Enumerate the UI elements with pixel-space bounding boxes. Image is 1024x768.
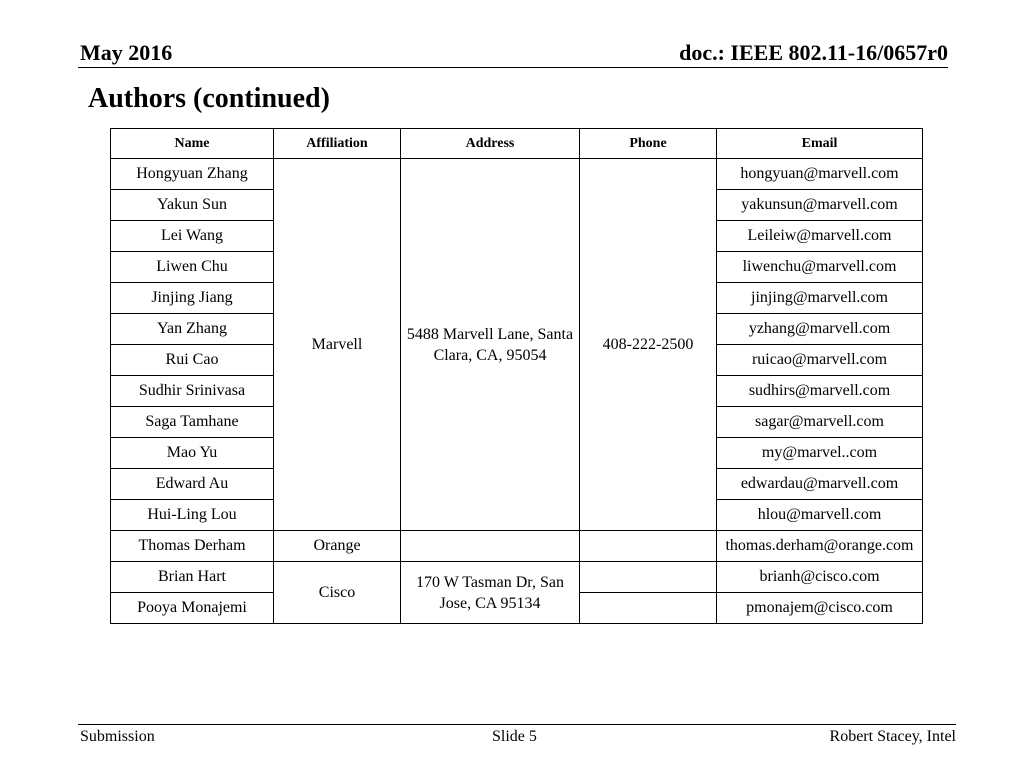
author-email: sagar@marvell.com: [717, 407, 923, 438]
author-name: Liwen Chu: [111, 252, 274, 283]
author-email: hlou@marvell.com: [717, 500, 923, 531]
authors-table: [110, 128, 923, 624]
column-header-name: Name: [111, 129, 274, 159]
column-header-email: Email: [717, 129, 923, 159]
author-email: hongyuan@marvell.com: [717, 159, 923, 190]
author-email: sudhirs@marvell.com: [717, 376, 923, 407]
author-email: yzhang@marvell.com: [717, 314, 923, 345]
table-header-row: [111, 129, 923, 159]
author-email: thomas.derham@orange.com: [717, 531, 923, 562]
author-email: pmonajem@cisco.com: [717, 593, 923, 624]
author-email: Leileiw@marvell.com: [717, 221, 923, 252]
footer-divider: [78, 724, 956, 725]
table-row: [111, 531, 923, 562]
affiliation-orange: Orange: [274, 531, 401, 562]
author-name: Mao Yu: [111, 438, 274, 469]
author-email: ruicao@marvell.com: [717, 345, 923, 376]
table-row: [111, 159, 923, 190]
author-email: my@marvel..com: [717, 438, 923, 469]
phone-marvell: 408-222-2500: [580, 159, 717, 531]
author-name: Brian Hart: [111, 562, 274, 593]
author-name: Lei Wang: [111, 221, 274, 252]
phone-empty: [580, 562, 717, 593]
author-name: Yakun Sun: [111, 190, 274, 221]
slide-title: Authors (continued): [88, 83, 330, 114]
author-email: edwardau@marvell.com: [717, 469, 923, 500]
author-name: Hongyuan Zhang: [111, 159, 274, 190]
footer-presenter: Robert Stacey, Intel: [829, 728, 956, 745]
author-email: jinjing@marvell.com: [717, 283, 923, 314]
author-name: Sudhir Srinivasa: [111, 376, 274, 407]
affiliation-marvell: Marvell: [274, 159, 401, 531]
author-name: Thomas Derham: [111, 531, 274, 562]
author-name: Pooya Monajemi: [111, 593, 274, 624]
author-name: Rui Cao: [111, 345, 274, 376]
author-name: Saga Tamhane: [111, 407, 274, 438]
address-empty: [401, 531, 580, 562]
address-marvell: 5488 Marvell Lane, Santa Clara, CA, 95054: [401, 159, 580, 531]
address-cisco: 170 W Tasman Dr, San Jose, CA 95134: [401, 562, 580, 624]
header-divider: [78, 67, 948, 68]
column-header-phone: Phone: [580, 129, 717, 159]
phone-empty: [580, 593, 717, 624]
footer-slide-number: Slide 5: [492, 728, 537, 745]
column-header-affiliation: Affiliation: [274, 129, 401, 159]
author-email: brianh@cisco.com: [717, 562, 923, 593]
author-email: yakunsun@marvell.com: [717, 190, 923, 221]
table-row: [111, 562, 923, 593]
column-header-address: Address: [401, 129, 580, 159]
author-name: Jinjing Jiang: [111, 283, 274, 314]
author-name: Hui-Ling Lou: [111, 500, 274, 531]
author-name: Yan Zhang: [111, 314, 274, 345]
phone-empty: [580, 531, 717, 562]
author-email: liwenchu@marvell.com: [717, 252, 923, 283]
affiliation-cisco: Cisco: [274, 562, 401, 624]
author-name: Edward Au: [111, 469, 274, 500]
footer-submission: Submission: [80, 728, 155, 745]
header-date: May 2016: [80, 40, 173, 65]
header-doc-id: doc.: IEEE 802.11-16/0657r0: [679, 40, 948, 65]
